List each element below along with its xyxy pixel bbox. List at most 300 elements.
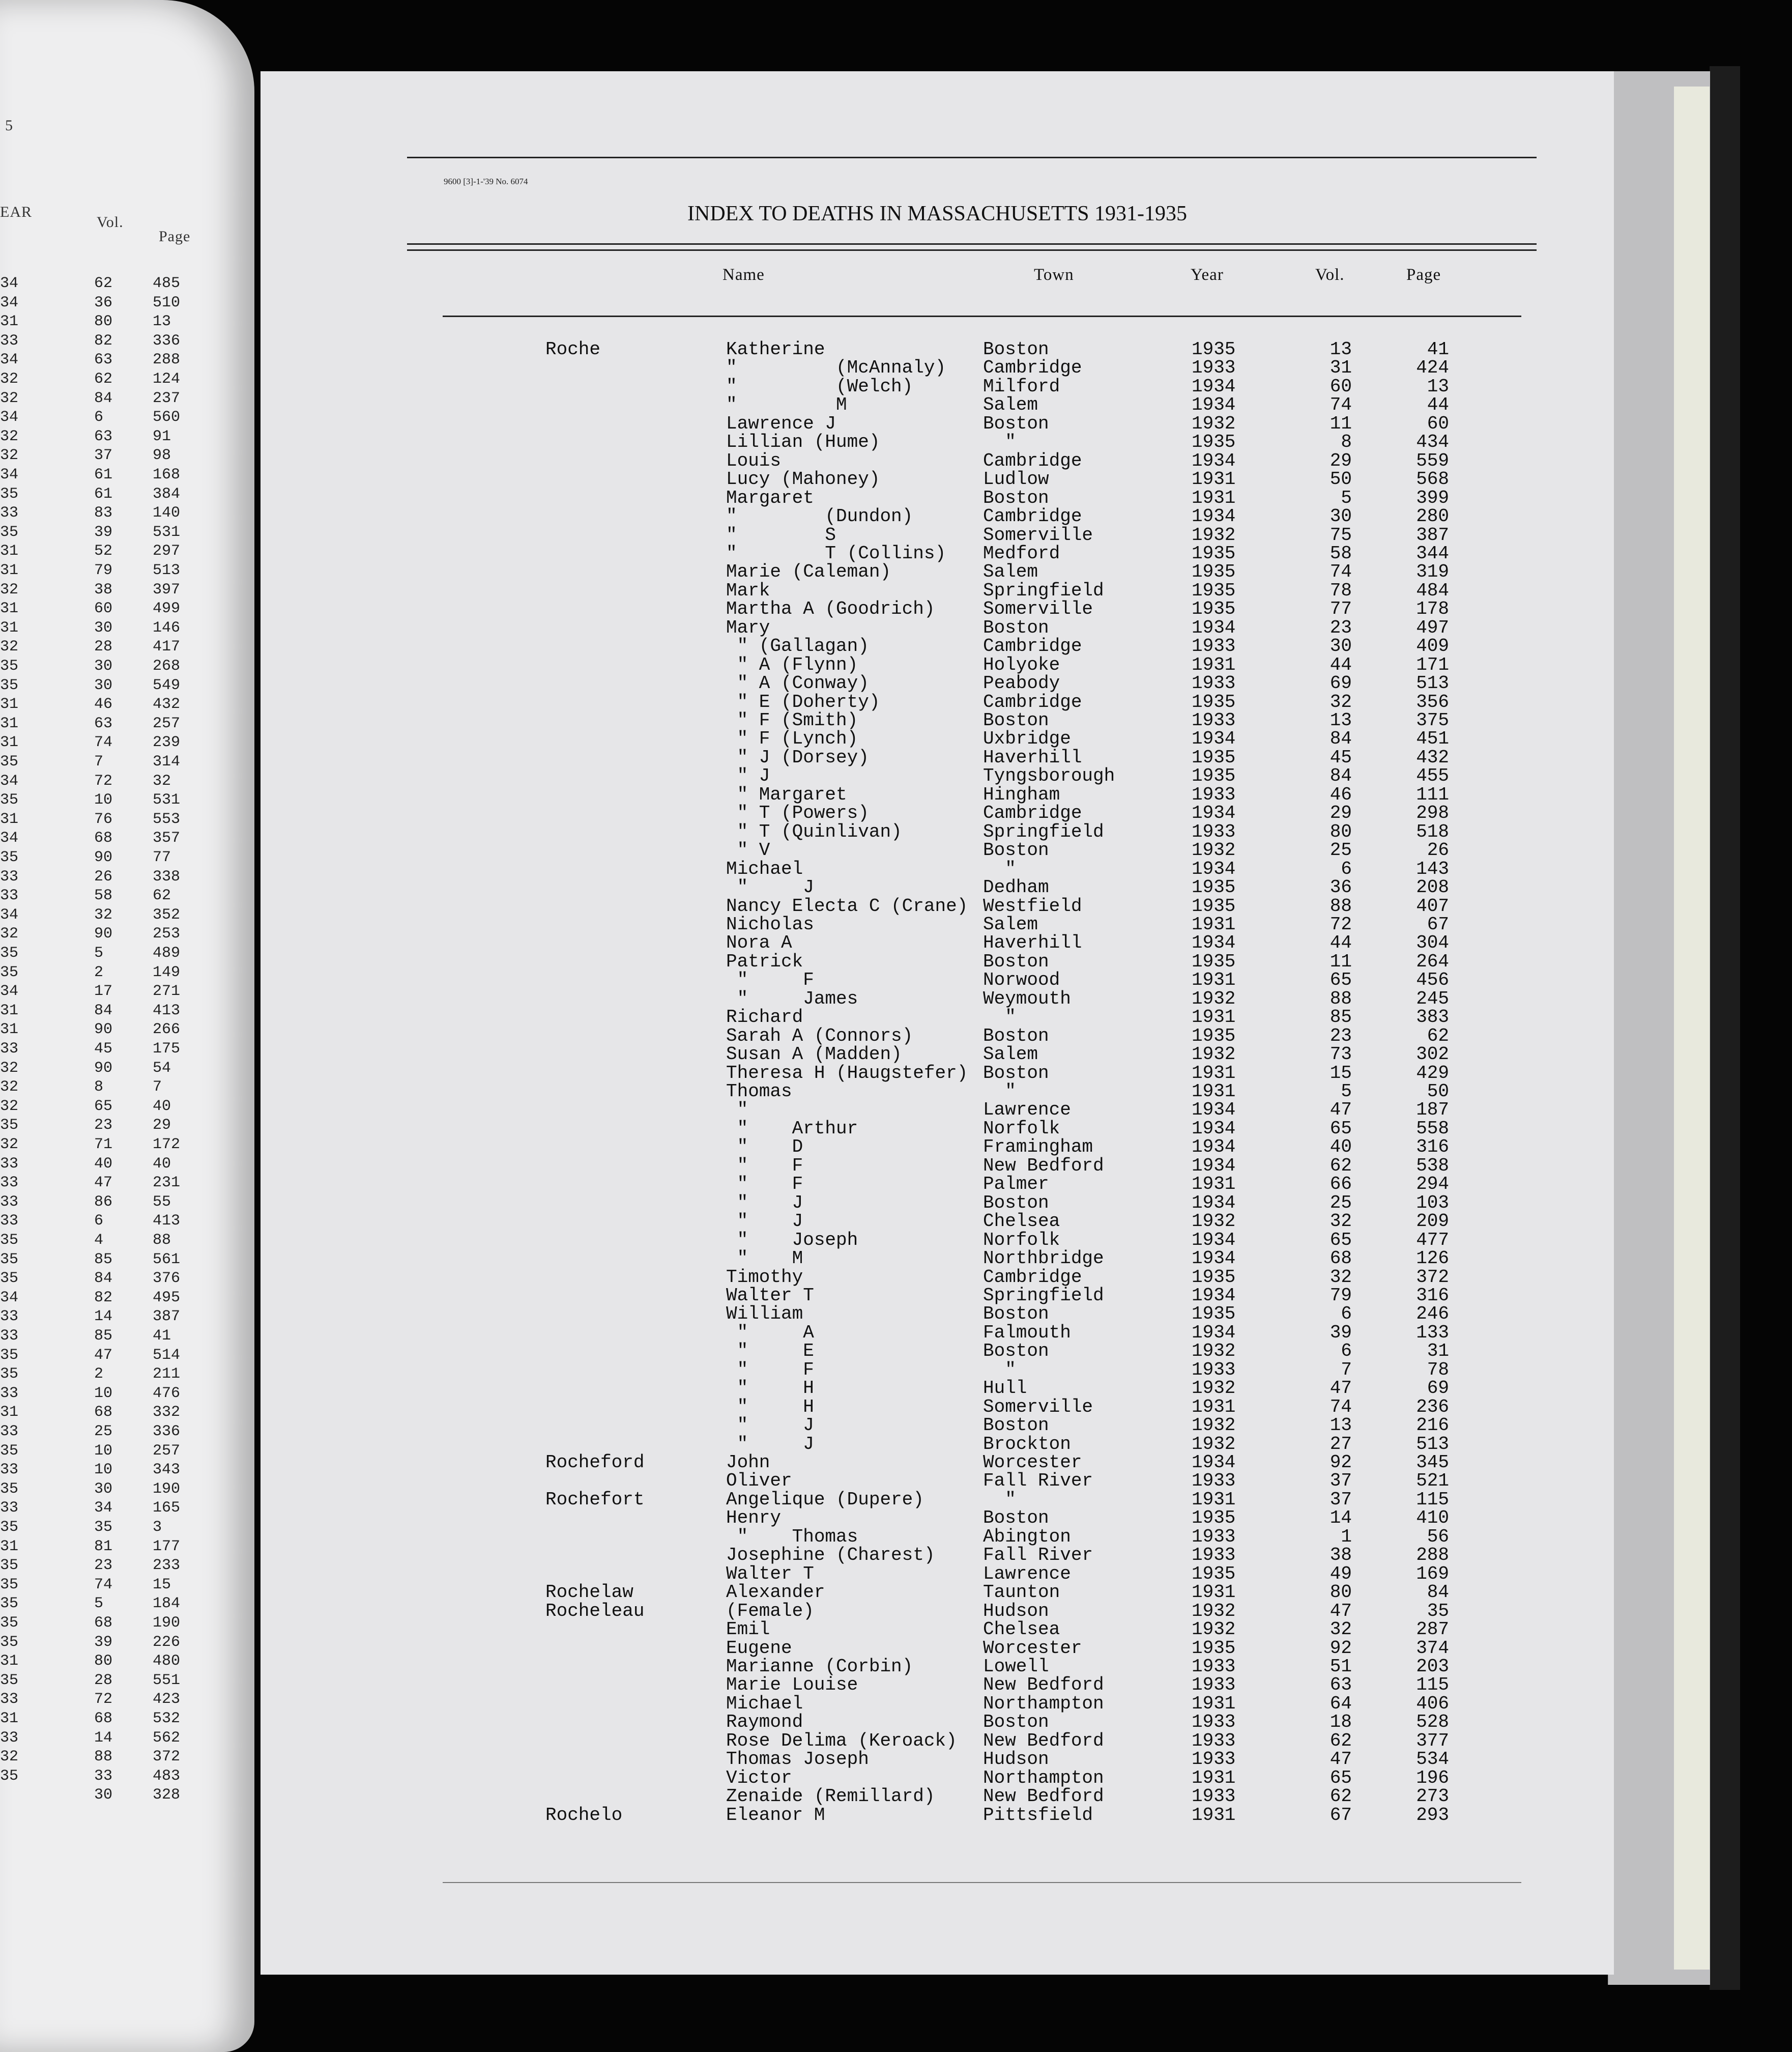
left-page-cell: 372 [153,1748,181,1766]
left-page-cell: 336 [153,332,181,350]
left-page-cell: 531 [153,523,181,541]
volume-cell: 75 [1329,524,1352,546]
table-row [261,1804,1614,1826]
table-row [261,1545,1614,1566]
left-vol-cell: 86 [94,1193,113,1211]
page-number-cell: 78 [1427,1359,1449,1380]
given-name-cell: Martha A (Goodrich) [726,598,935,620]
left-vol-cell: 8 [94,1078,104,1096]
table-row [261,821,1614,840]
left-page-cell: 55 [153,1193,171,1211]
left-page-row [0,1710,234,1729]
left-year-cell: 32 [0,925,19,943]
year-cell: 1932 [1192,413,1236,434]
left-year-cell: 34 [0,906,19,924]
volume-cell: 65 [1329,1767,1352,1788]
volume-cell: 30 [1329,636,1352,657]
volume-cell: 64 [1329,1693,1352,1714]
left-page-cell: 480 [153,1652,181,1670]
volume-cell: 15 [1329,1062,1352,1084]
year-cell: 1932 [1192,1600,1236,1621]
left-page-cell: 226 [153,1633,181,1651]
left-page-row [0,1748,234,1768]
left-year-cell: 31 [0,600,19,618]
town-cell: Cambridge [983,636,1082,657]
left-vol-cell: 46 [94,696,113,714]
page-number-cell: 50 [1427,1081,1449,1102]
year-cell: 1934 [1192,1229,1236,1250]
left-vol-cell: 28 [94,1671,113,1689]
left-page-cell: 532 [153,1710,181,1727]
table-row [261,1656,1614,1677]
left-col-vol-header: Vol. [97,214,124,231]
left-year-cell: 35 [0,1557,19,1575]
table-row [261,1507,1614,1529]
left-page-row [0,543,234,562]
left-year-cell: 32 [0,638,19,656]
year-cell: 1934 [1192,506,1236,527]
page-number-cell: 375 [1416,710,1449,731]
year-cell: 1932 [1192,1044,1236,1065]
year-cell: 1931 [1192,1062,1236,1084]
left-year-cell: 35 [0,945,19,962]
town-cell: Boston [983,1303,1049,1325]
page-number-cell: 513 [1416,673,1449,694]
left-year-cell: 32 [0,1097,19,1115]
left-year-cell: 35 [0,485,19,503]
year-cell: 1933 [1192,1656,1236,1677]
table-row [261,1378,1614,1399]
table-row [261,1285,1614,1306]
index-page [261,71,1614,1975]
year-cell: 1931 [1192,469,1236,490]
volume-cell: 74 [1329,1396,1352,1417]
left-page-row [0,486,234,505]
given-name-cell: Michael [726,858,803,879]
left-year-cell: 34 [0,275,19,292]
table-row [261,561,1614,583]
left-year-cell: 32 [0,389,19,407]
given-name-cell: " H [726,1396,814,1417]
volume-cell: 5 [1341,487,1352,508]
volume-cell: 6 [1341,1341,1352,1362]
town-cell: Boston [983,1192,1049,1213]
left-year-cell: 34 [0,294,19,311]
page-number-cell: 294 [1416,1174,1449,1195]
left-page-cell: 231 [153,1174,181,1192]
left-vol-cell: 30 [94,658,113,675]
left-page-row [0,1672,234,1691]
given-name-cell: " Margaret [726,784,847,805]
town-cell: " [983,1359,1016,1380]
left-vol-cell: 62 [94,370,113,388]
year-cell: 1931 [1192,1081,1236,1102]
year-cell: 1931 [1192,1582,1236,1603]
left-page-row [0,638,234,658]
left-vol-cell: 90 [94,925,113,943]
volume-cell: 31 [1329,357,1352,379]
year-cell: 1935 [1192,895,1236,917]
left-year-cell: 33 [0,1327,19,1345]
town-cell: Weymouth [983,988,1071,1009]
page-number-cell: 518 [1416,821,1449,842]
page-number-cell: 302 [1416,1044,1449,1065]
left-page-row [0,1729,234,1749]
page-number-cell: 209 [1416,1211,1449,1232]
left-year-cell: 33 [0,868,19,886]
year-cell: 1934 [1192,1192,1236,1213]
year-cell: 1932 [1192,840,1236,861]
volume-cell: 60 [1329,376,1352,397]
left-page-row [0,1193,234,1213]
left-page-row [0,275,234,294]
left-year-cell: 34 [0,983,19,1001]
left-vol-cell: 5 [94,1595,104,1613]
table-row [261,988,1614,1007]
left-page-row [0,1060,234,1079]
given-name-cell: " J [726,1211,803,1232]
volume-cell: 23 [1329,1025,1352,1046]
left-page-cell: 7 [153,1078,162,1096]
year-cell: 1934 [1192,1118,1236,1139]
left-vol-cell: 90 [94,849,113,866]
year-cell: 1931 [1192,1174,1236,1195]
volume-cell: 47 [1329,1600,1352,1621]
table-row [261,765,1614,787]
left-vol-cell: 14 [94,1308,113,1326]
left-page-row [0,677,234,696]
left-page-row [0,447,234,466]
given-name-cell: " Thomas [726,1526,858,1547]
year-cell: 1935 [1192,1303,1236,1325]
page-number-cell: 534 [1416,1749,1449,1770]
volume-cell: 79 [1329,1285,1352,1306]
left-page-row [0,332,234,352]
left-page-row [0,524,234,543]
left-vol-cell: 10 [94,791,113,809]
left-page-row [0,1404,234,1423]
left-year-cell: 35 [0,676,19,694]
year-cell: 1933 [1192,1526,1236,1547]
header-rule [443,316,1521,317]
left-year-cell: 33 [0,1212,19,1230]
left-vol-cell: 90 [94,1059,113,1077]
year-cell: 1935 [1192,1637,1236,1659]
left-page-row [0,811,234,830]
given-name-cell: John [726,1452,770,1473]
town-cell: " [983,1081,1016,1102]
volume-cell: 37 [1329,1489,1352,1510]
left-vol-cell: 72 [94,772,113,790]
left-page-cell: 288 [153,351,181,369]
given-name-cell: " E (Doherty) [726,691,880,712]
left-vol-cell: 47 [94,1174,113,1192]
given-name-cell: Raymond [726,1712,803,1733]
left-page-row [0,351,234,370]
page-number-cell: 178 [1416,598,1449,620]
given-name-cell: Nora A [726,932,792,954]
left-year-cell: 35 [0,1519,19,1536]
left-page-row [0,1519,234,1538]
top-rule [407,157,1537,158]
town-cell: Salem [983,394,1038,416]
left-page-cell: 88 [153,1232,171,1249]
year-cell: 1931 [1192,1804,1236,1826]
volume-cell: 62 [1329,1730,1352,1751]
given-name-cell: Timothy [726,1266,803,1288]
left-page-row [0,1327,234,1347]
left-page-row [0,964,234,983]
table-row [261,1693,1614,1712]
year-cell: 1934 [1192,394,1236,416]
page-number-cell: 133 [1416,1322,1449,1343]
town-cell: Norfolk [983,1229,1060,1250]
left-vol-cell: 6 [94,409,104,426]
table-row [261,728,1614,750]
volume-cell: 73 [1329,1044,1352,1065]
left-vol-cell: 76 [94,810,113,828]
volume-cell: 62 [1329,1155,1352,1176]
left-col-year-header: EAR [0,204,32,220]
page-number-cell: 13 [1427,376,1449,397]
year-cell: 1934 [1192,932,1236,954]
left-year-cell: 32 [0,370,19,388]
volume-cell: 50 [1329,469,1352,490]
left-page-row [0,409,234,428]
left-vol-cell: 85 [94,1327,113,1345]
town-cell: Northampton [983,1767,1104,1788]
town-cell: Chelsea [983,1619,1060,1640]
year-cell: 1933 [1192,1545,1236,1566]
left-page-cell: 357 [153,830,181,847]
given-name-cell: " J [726,1415,814,1436]
table-row [261,803,1614,824]
surname-cell: Rochefort [545,1489,645,1510]
left-page-cell: 54 [153,1059,171,1077]
given-name-cell: " A (Flynn) [726,654,858,675]
page-number-cell: 236 [1416,1396,1449,1417]
left-vol-cell: 63 [94,715,113,732]
town-cell: Milford [983,376,1060,397]
given-name-cell: Lucy (Mahoney) [726,469,880,490]
given-name-cell: Richard [726,1007,803,1028]
left-vol-cell: 30 [94,619,113,637]
year-cell: 1935 [1192,691,1236,712]
left-year-cell: 33 [0,1691,19,1708]
endpaper-edge [1674,87,1710,1970]
left-year-cell: 31 [0,1404,19,1421]
left-vol-cell: 52 [94,543,113,560]
table-row [261,710,1614,731]
year-cell: 1935 [1192,951,1236,972]
page-number-cell: 521 [1416,1470,1449,1492]
left-page-cell: 397 [153,581,181,598]
left-vol-cell: 65 [94,1097,113,1115]
left-page-cell: 352 [153,906,181,924]
table-row [261,1230,1614,1248]
given-name-cell: Mary [726,617,770,638]
given-name-cell: " (Dundon) [726,506,913,527]
left-vol-cell: 83 [94,504,113,522]
year-cell: 1932 [1192,1415,1236,1436]
left-year-cell: 33 [0,1499,19,1517]
page-number-cell: 528 [1416,1712,1449,1733]
left-page-row [0,1385,234,1404]
left-page-cell: 495 [153,1289,181,1306]
table-row [261,1081,1614,1102]
year-cell: 1934 [1192,1452,1236,1473]
town-cell: Salem [983,561,1038,583]
town-cell: Cambridge [983,803,1082,824]
page-number-cell: 356 [1416,691,1449,712]
table-row [261,1582,1614,1603]
page-number-cell: 410 [1416,1507,1449,1529]
year-cell: 1935 [1192,1266,1236,1288]
page-number-cell: 264 [1416,951,1449,972]
year-cell: 1933 [1192,1712,1236,1733]
left-page-row [0,1270,234,1289]
left-year-cell: 35 [0,1614,19,1632]
given-name-cell: " J [726,877,814,898]
given-name-cell: " J [726,1192,803,1213]
year-cell: 1934 [1192,450,1236,471]
town-cell: Lowell [983,1656,1049,1677]
left-vol-cell: 10 [94,1461,113,1479]
left-page-cell: 40 [153,1097,171,1115]
given-name-cell: Marianne (Corbin) [726,1656,913,1677]
left-vol-cell: 80 [94,313,113,331]
left-vol-cell: 85 [94,1250,113,1268]
town-cell: Falmouth [983,1322,1071,1343]
page-number-cell: 316 [1416,1136,1449,1158]
year-cell: 1934 [1192,617,1236,638]
left-year-cell: 35 [0,1633,19,1651]
town-cell: " [983,1489,1016,1510]
left-page-row [0,466,234,486]
table-row [261,1341,1614,1362]
page-number-cell: 497 [1416,617,1449,638]
title-rule-2 [407,249,1537,251]
town-cell: Worcester [983,1452,1082,1473]
page-number-cell: 56 [1427,1526,1449,1547]
left-page-row [0,370,234,390]
table-row [261,840,1614,861]
town-cell: Somerville [983,598,1093,620]
left-year-cell: 35 [0,1442,19,1460]
given-name-cell: " M [726,1248,803,1269]
given-name-cell: " F (Lynch) [726,728,858,750]
town-cell: Boston [983,413,1049,434]
year-cell: 1935 [1192,747,1236,768]
town-cell: Holyoke [983,654,1060,675]
page-number-cell: 169 [1416,1563,1449,1584]
left-page-cell: 483 [153,1767,181,1785]
left-page-row [0,1423,234,1442]
year-cell: 1931 [1192,970,1236,991]
town-cell: Chelsea [983,1211,1060,1232]
page-number-cell: 62 [1427,1025,1449,1046]
left-page-row [0,313,234,332]
year-cell: 1933 [1192,357,1236,379]
left-vol-cell: 68 [94,830,113,847]
left-year-cell: 34 [0,466,19,483]
town-cell: Lawrence [983,1099,1071,1121]
left-page-row [0,1652,234,1672]
table-row [261,543,1614,564]
left-page-cell: 314 [153,753,181,771]
page-number-cell: 216 [1416,1415,1449,1436]
year-cell: 1934 [1192,1248,1236,1269]
year-cell: 1931 [1192,1767,1236,1788]
left-vol-cell: 14 [94,1729,113,1747]
town-cell: Boston [983,710,1049,731]
page-number-cell: 287 [1416,1619,1449,1640]
left-year-cell: 35 [0,658,19,675]
volume-cell: 80 [1329,1582,1352,1603]
volume-cell: 67 [1329,1804,1352,1826]
left-page-row [0,1614,234,1634]
town-cell: New Bedford [983,1155,1104,1176]
given-name-cell: " (Gallagan) [726,636,869,657]
table-row [261,450,1614,469]
page-number-cell: 432 [1416,747,1449,768]
town-cell: Boston [983,1507,1049,1529]
table-row [261,1396,1614,1415]
volume-cell: 74 [1329,561,1352,583]
volume-cell: 13 [1329,710,1352,731]
town-cell: Boston [983,1062,1049,1084]
left-page-cell: 233 [153,1557,181,1575]
given-name-cell: Mark [726,580,770,601]
page-number-cell: 115 [1416,1489,1449,1510]
table-row [261,488,1614,506]
volume-cell: 84 [1329,728,1352,750]
left-page-cell: 77 [153,849,171,866]
town-cell: Haverhill [983,932,1082,954]
table-row [261,524,1614,546]
page-number-cell: 60 [1427,413,1449,434]
given-name-cell: Katherine [726,339,825,360]
page-number-cell: 372 [1416,1266,1449,1288]
given-name-cell: Alexander [726,1582,825,1603]
left-page-row [0,1251,234,1270]
left-page-cell: 560 [153,409,181,426]
volume-cell: 25 [1329,1192,1352,1213]
given-name-cell: " J [726,765,770,787]
left-year-cell: 35 [0,1232,19,1249]
table-row [261,1099,1614,1121]
page-number-cell: 298 [1416,803,1449,824]
left-page-cell: 257 [153,1442,181,1460]
table-row [261,1433,1614,1455]
left-page-cell: 211 [153,1365,181,1383]
year-cell: 1934 [1192,1099,1236,1121]
page-number-cell: 203 [1416,1656,1449,1677]
table-row [261,1619,1614,1640]
title-rule-1 [407,243,1537,245]
table-row [261,580,1614,601]
given-name-cell: " D [726,1136,803,1158]
year-cell: 1933 [1192,821,1236,842]
left-page-row [0,1002,234,1021]
table-row [261,1415,1614,1436]
year-cell: 1934 [1192,1322,1236,1343]
given-name-cell: Sarah A (Connors) [726,1025,913,1046]
left-page-cell: 190 [153,1480,181,1498]
surname-cell: Roche [545,339,601,360]
page-number-cell: 538 [1416,1155,1449,1176]
left-page-row [0,734,234,753]
